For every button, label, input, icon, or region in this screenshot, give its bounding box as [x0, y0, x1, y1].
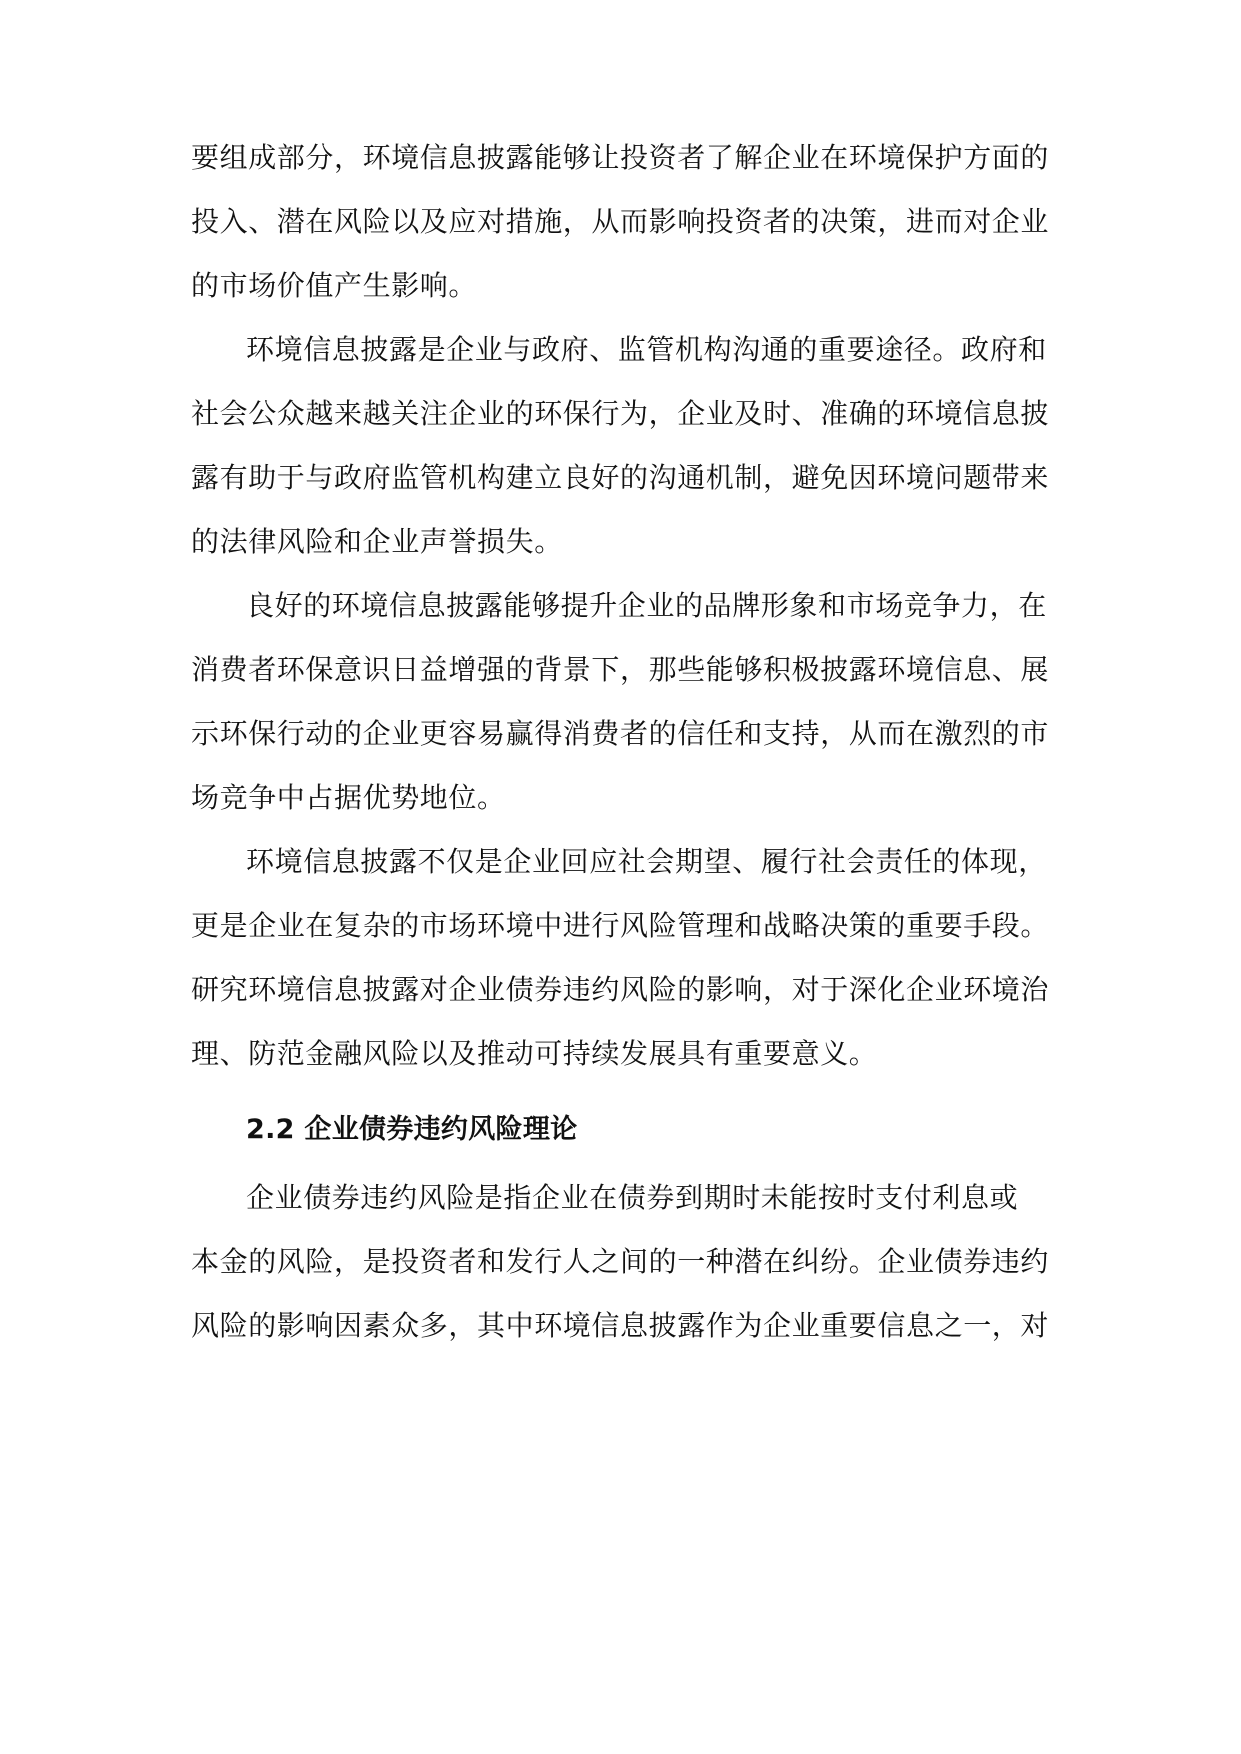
text-line: 社会公众越来越关注企业的环保行为，企业及时、准确的环境信息披 [191, 397, 1050, 430]
text-line: 良好的环境信息披露能够提升企业的品牌形象和市场竞争力，在 [246, 589, 1047, 622]
text-line: 的法律风险和企业声誉损失。 [191, 525, 563, 558]
text-line: 消费者环保意识日益增强的背景下，那些能够积极披露环境信息、展 [191, 653, 1050, 686]
text-line: 露有助于与政府监管机构建立良好的沟通机制，避免因环境问题带来 [191, 461, 1050, 494]
text-line: 风险的影响因素众多，其中环境信息披露作为企业重要信息之一，对 [191, 1309, 1050, 1342]
text-line: 更是企业在复杂的市场环境中进行风险管理和战略决策的重要手段。 [191, 909, 1050, 942]
text-line: 环境信息披露不仅是企业回应社会期望、履行社会责任的体现， [246, 845, 1047, 878]
text-line: 示环保行动的企业更容易赢得消费者的信任和支持，从而在激烈的市 [191, 717, 1050, 750]
text-line: 理、防范金融风险以及推动可持续发展具有重要意义。 [191, 1037, 878, 1070]
text-line: 本金的风险，是投资者和发行人之间的一种潜在纠纷。企业债券违约 [191, 1245, 1050, 1278]
text-line: 环境信息披露是企业与政府、监管机构沟通的重要途径。政府和 [246, 333, 1047, 366]
section-heading: 2.2 企业债券违约风险理论 [246, 1114, 578, 1145]
text-line: 研究环境信息披露对企业债券违约风险的影响，对于深化企业环境治 [191, 973, 1050, 1006]
text-line: 场竞争中占据优势地位。 [191, 781, 506, 814]
text-line: 企业债券违约风险是指企业在债券到期时未能按时支付利息或 [246, 1181, 1019, 1214]
text-line: 要组成部分，环境信息披露能够让投资者了解企业在环境保护方面的 [191, 141, 1050, 174]
text-line: 的市场价值产生影响。 [191, 269, 478, 302]
text-line: 投入、潜在风险以及应对措施，从而影响投资者的决策，进而对企业 [191, 205, 1050, 238]
